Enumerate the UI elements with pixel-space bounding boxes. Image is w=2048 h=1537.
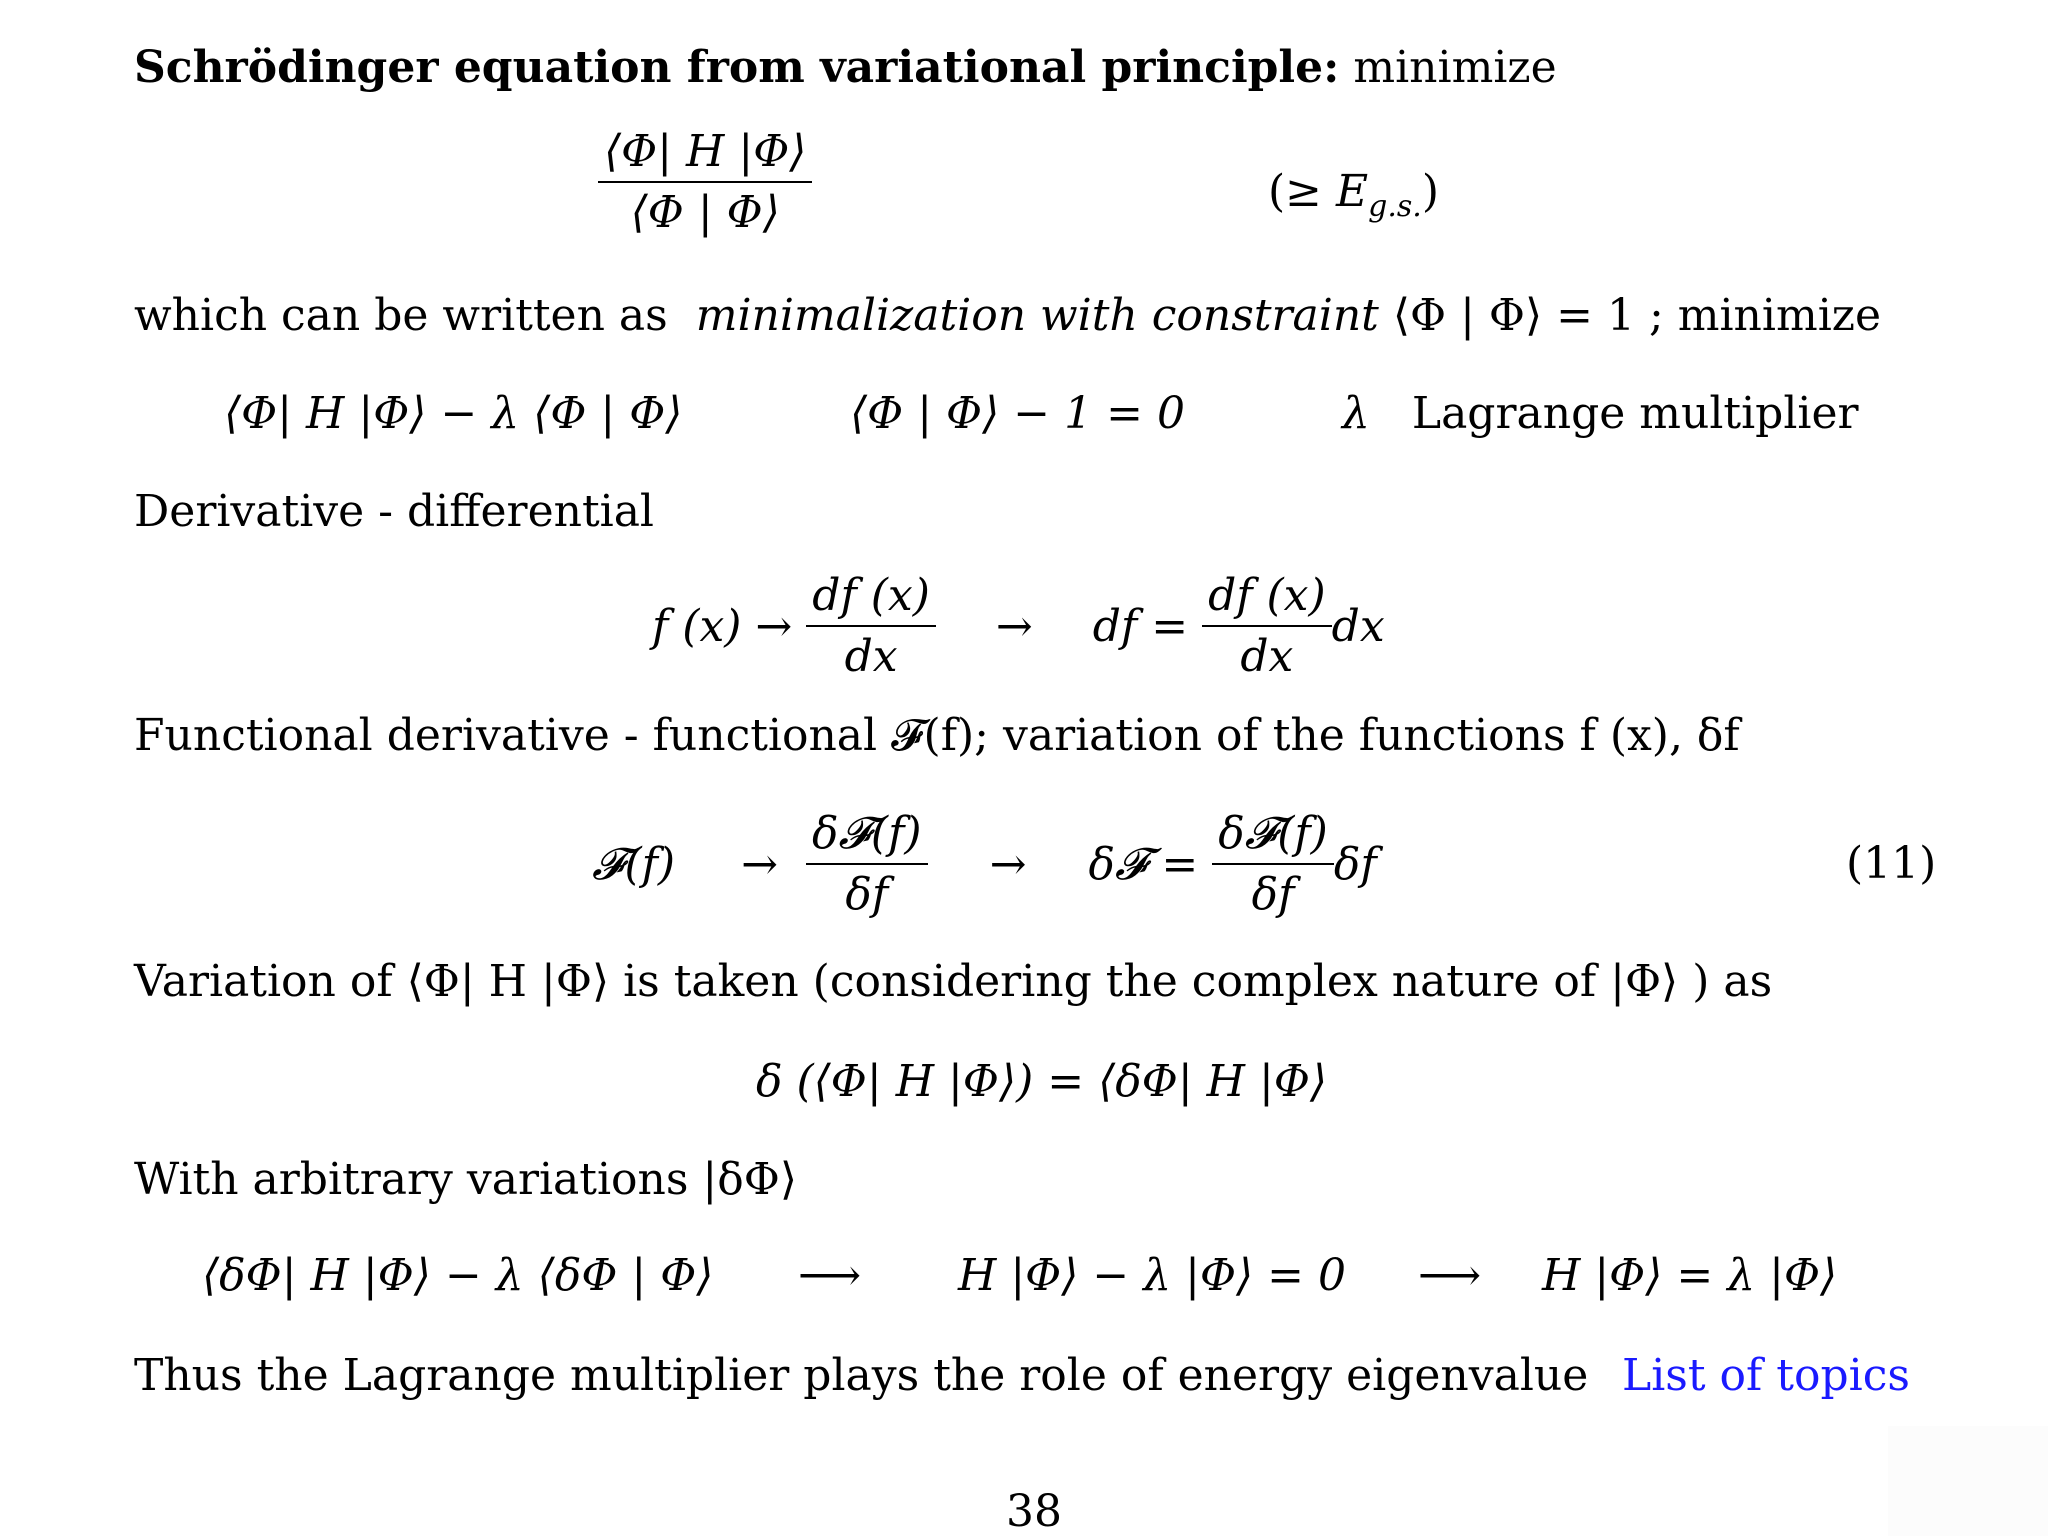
bound-subscript: g.s. <box>1368 189 1422 224</box>
derivative-den-1: dx <box>844 631 898 682</box>
constraint-pre: which can be written as <box>134 290 668 341</box>
multiplier-text: Lagrange multiplier <box>1411 388 1859 439</box>
functional-arrow-2: → <box>989 838 1027 890</box>
eigen-derivation-left: ⟨δΦ| H |Φ⟩ − λ ⟨δΦ | Φ⟩ <box>202 1250 714 1301</box>
lagrangian-expression: ⟨Φ| H |Φ⟩ − λ ⟨Φ | Φ⟩ <box>224 388 683 439</box>
corner-shade <box>1888 1426 2048 1536</box>
functional-num-2: δ𝓕(f) <box>1212 808 1334 865</box>
conclusion-line: Thus the Lagrange multiplier plays the role of energy eigenvalue <box>134 1350 1589 1401</box>
page-number: 38 <box>1006 1486 1062 1537</box>
eigen-arrow-1: ⟶ <box>798 1250 862 1301</box>
arbitrary-variations-line: With arbitrary variations |δΦ⟩ <box>134 1154 797 1205</box>
heading <box>134 42 1557 93</box>
functional-den-1: δf <box>845 869 889 920</box>
constraint-post: ⟨Φ | Φ⟩ = 1 ; minimize <box>1392 290 1881 341</box>
derivative-dx: dx <box>1331 600 1385 652</box>
ground-state-bound <box>1268 166 1439 224</box>
functional-num-1: δ𝓕(f) <box>806 808 928 865</box>
functional-delta-f: δf <box>1333 838 1377 890</box>
derivative-f: f (x) → <box>652 600 793 652</box>
multiplier-label <box>1342 388 1859 439</box>
list-of-topics-link[interactable]: List of topics <box>1622 1350 1910 1401</box>
equation-number: (11) <box>1846 838 1937 889</box>
bound-close: ) <box>1421 166 1439 217</box>
derivative-heading: Derivative - differential <box>134 486 655 537</box>
lambda-symbol: λ <box>1342 388 1370 439</box>
functional-derivative-equation <box>592 808 1377 920</box>
bound-open: (≥ <box>1268 166 1337 217</box>
functional-F: 𝓕(f) <box>592 838 676 890</box>
list-of-topics-link-wrapper[interactable] <box>1622 1350 1910 1401</box>
constraint-equation: ⟨Φ | Φ⟩ − 1 = 0 <box>850 388 1185 439</box>
derivative-num-1: df (x) <box>806 570 936 627</box>
functional-derivative-heading: Functional derivative - functional 𝓕(f); variation of the functions f (x), δf <box>134 710 1740 761</box>
derivative-df: df = <box>1092 600 1189 652</box>
eigen-arrow-2: ⟶ <box>1418 1250 1482 1301</box>
functional-den-2: δf <box>1251 869 1295 920</box>
derivative-equation <box>652 570 1385 682</box>
bound-energy: E <box>1336 166 1369 217</box>
rayleigh-quotient <box>598 126 812 238</box>
variation-line: Variation of ⟨Φ| H |Φ⟩ is taken (considering the complex nature of |Φ⟩ ) as <box>134 956 1773 1007</box>
quotient-denominator: ⟨Φ | Φ⟩ <box>630 187 780 238</box>
functional-arrow-1: → <box>741 838 778 890</box>
heading-rest: minimize <box>1353 42 1557 93</box>
heading-bold: Schrödinger equation from variational principle: <box>134 42 1340 93</box>
variation-equation: δ (⟨Φ| H |Φ⟩) = ⟨δΦ| H |Φ⟩ <box>756 1056 1328 1107</box>
derivative-num-2: df (x) <box>1202 570 1332 627</box>
constraint-line <box>134 290 1881 341</box>
derivative-arrow: → <box>995 600 1033 652</box>
eigen-derivation-middle: H |Φ⟩ − λ |Φ⟩ = 0 <box>958 1250 1347 1301</box>
functional-dF: δ𝓕 = <box>1088 838 1199 890</box>
derivative-den-2: dx <box>1240 631 1294 682</box>
quotient-numerator: ⟨Φ| H |Φ⟩ <box>598 126 812 183</box>
eigenvalue-equation: H |Φ⟩ = λ |Φ⟩ <box>1542 1250 1838 1301</box>
constraint-italic: minimalization with constraint <box>695 290 1379 341</box>
